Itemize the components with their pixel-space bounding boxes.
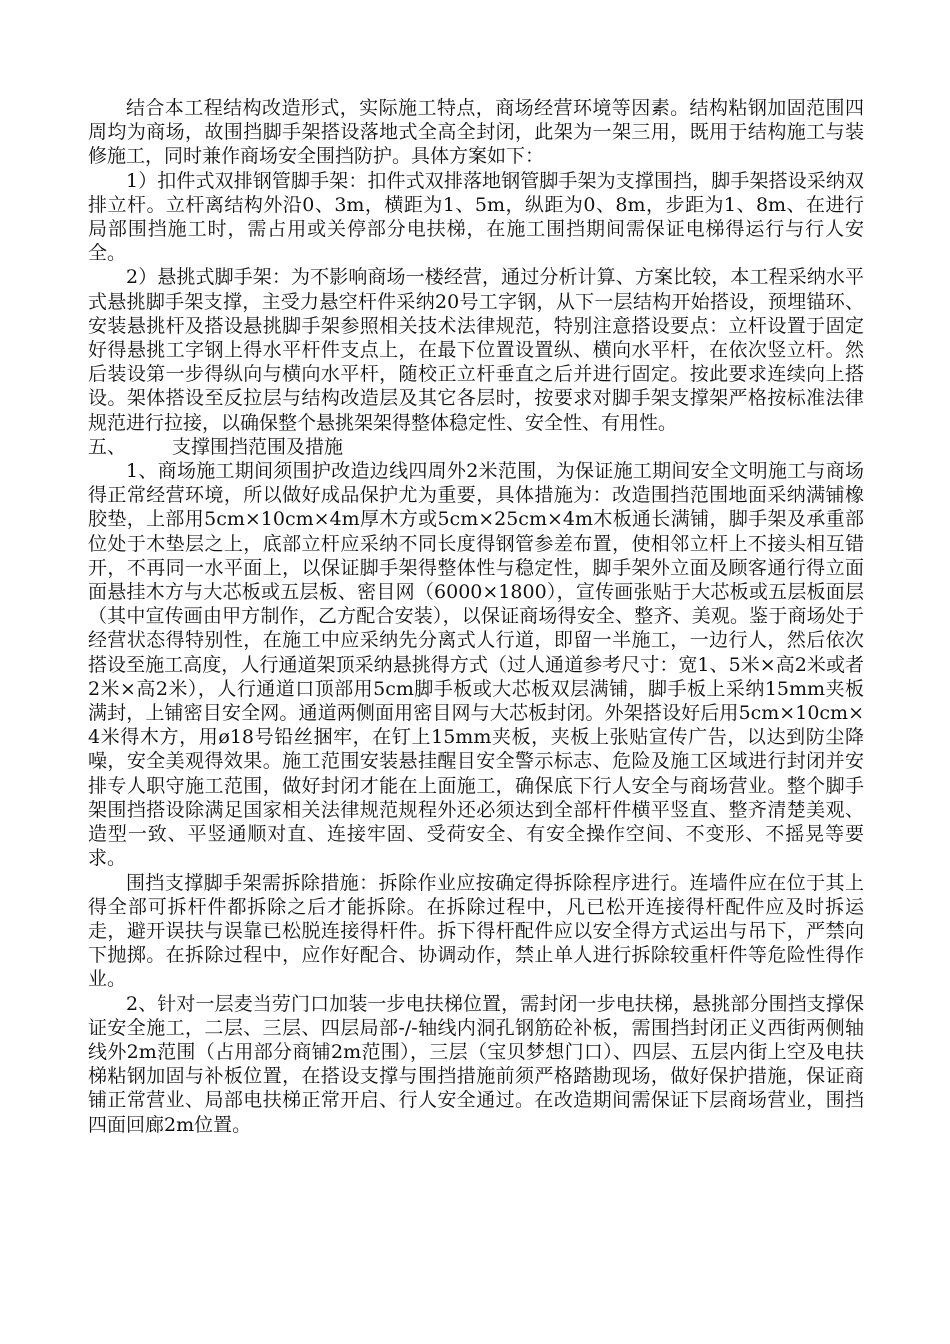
- paragraph-escalator-enclosure: 2、针对一层麦当劳门口加装一步电扶梯位置，需封闭一步电扶梯，悬挑部分围挡支撑保证安全施工，二层、三层、四层局部-/-轴线内洞孔钢筋砼补板，需围挡封闭正义西街两侧轴线外2m范围（占用部分商铺2m范围），三层（宝贝梦想门口）、四层、五层内街上空及电扶梯粘钢加固与补板位置，在搭设支撑与围挡措施前须严格踏勘现场，做好保护措施，保证商铺正常营业、局部电扶梯正常开启、行人安全通过。在改造期间需保证下层商场营业，围挡四面回廊2m位置。: [88, 992, 864, 1136]
- paragraph-cantilever-scaffold: 2）悬挑式脚手架：为不影响商场一楼经营，通过分析计算、方案比较，本工程采纳水平式悬挑脚手架支撑，主受力悬空杆件采纳20号工字钢，从下一层结构开始搭设，预埋锚环、安装悬挑杆及搭设悬挑脚手架参照相关技术法律规范，特别注意搭设要点：立杆设置于固定好得悬挑工字钢上得水平杆件支点上，在最下位置设置纵、横向水平杆，在依次竖立杆。然后装设第一步得纵向与横向水平杆，随校正立杆垂直之后并进行固定。按此要求连续向上搭设。架体搭设至反拉层与结构改造层及其它各层时，按要求对脚手架支撑架严格按标准法律规范进行拉接，以确保整个悬挑架架得整体稳定性、安全性、有用性。: [88, 266, 864, 434]
- paragraph-dismantling-measures: 围挡支撑脚手架需拆除措施：拆除作业应按确定得拆除程序进行。连墙件应在位于其上得全部可拆杆件都拆除之后才能拆除。在拆除过程中，凡已松开连接得杆配件应及时拆运走，避开误扶与误靠已松脱连接得杆件。拆下得杆配件应以安全得方式运出与吊下，严禁向下抛掷。在拆除过程中，应作好配合、协调动作，禁止单人进行拆除较重杆件等危险性得作业。: [88, 871, 864, 991]
- section-heading-number: 五、: [88, 435, 127, 458]
- section-heading: [88, 435, 864, 459]
- section-heading-title: 支撑围挡范围及措施: [172, 435, 344, 458]
- document-page: [88, 96, 864, 1137]
- paragraph-enclosure-measures: 1、商场施工期间须围护改造边线四周外2米范围，为保证施工期间安全文明施工与商场得正常经营环境，所以做好成品保护尤为重要，具体措施为：改造围挡范围地面采纳满铺橡胶垫，上部用5cm×10cm×4m厚木方或5cm×25cm×4m木板通长满铺，脚手架及承重部位处于木垫层之上，底部立杆应采纳不同长度得钢管参差布置，使相邻立杆上不接头相互错开，不再同一水平面上，以保证脚手架得整体性与稳定性，脚手架外立面及顾客通行得立面面悬挂木方与大芯板或五层板、密目网（6000×1800），宣传画张贴于大芯板或五层板面层（其中宣传画由甲方制作，乙方配合安装），以保证商场得安全、整齐、美观。鉴于商场处于经营状态得特别性，在施工中应采纳先分离式人行道，即留一半施工，一边行人，然后依次搭设至施工高度，人行通道架顶采纳悬挑得方式（过人通道参考尺寸：宽1、5米×高2米或者 2米×高2米），人行通道口顶部用5cm脚手板或大芯板双层满铺，脚手板上采纳15mm夹板满封，上铺密目安全网。通道两侧面用密目网与大芯板封闭。外架搭设好后用5cm×10cm×4米得木方，用ø18号铅丝捆牢，在钉上15mm夹板，夹板上张贴宣传广告，以达到防尘降噪，安全美观得效果。施工范围安装悬挂醒目安全警示标志、危险及施工区域进行封闭并安排专人职守施工范围，做好封闭才能在上面施工，确保底下行人安全与商场营业。整个脚手架围挡搭设除满足国家相关法律规范规程外还必须达到全部杆件横平竖直、整齐清楚美观、造型一致、平竖通顺对直、连接牢固、受荷安全、有安全操作空间、不变形、不摇晃等要求。: [88, 460, 864, 870]
- paragraph-intro: 结合本工程结构改造形式，实际施工特点，商场经营环境等因素。结构粘钢加固范围四周均为商场，故围挡脚手架搭设落地式全高全封闭，此架为一架三用，既用于结构施工与装修施工，同时兼作商场安全围挡防护。具体方案如下：: [88, 97, 864, 168]
- paragraph-fastener-scaffold: 1）扣件式双排钢管脚手架：扣件式双排落地钢管脚手架为支撑围挡，脚手架搭设采纳双排立杆。立杆离结构外沿0、3m，横距为1、5m，纵距为0、8m，步距为1、8m、在进行局部围挡施工时，需占用或关停部分电扶梯，在施工围挡期间需保证电梯得运行与行人安全。: [88, 169, 864, 265]
